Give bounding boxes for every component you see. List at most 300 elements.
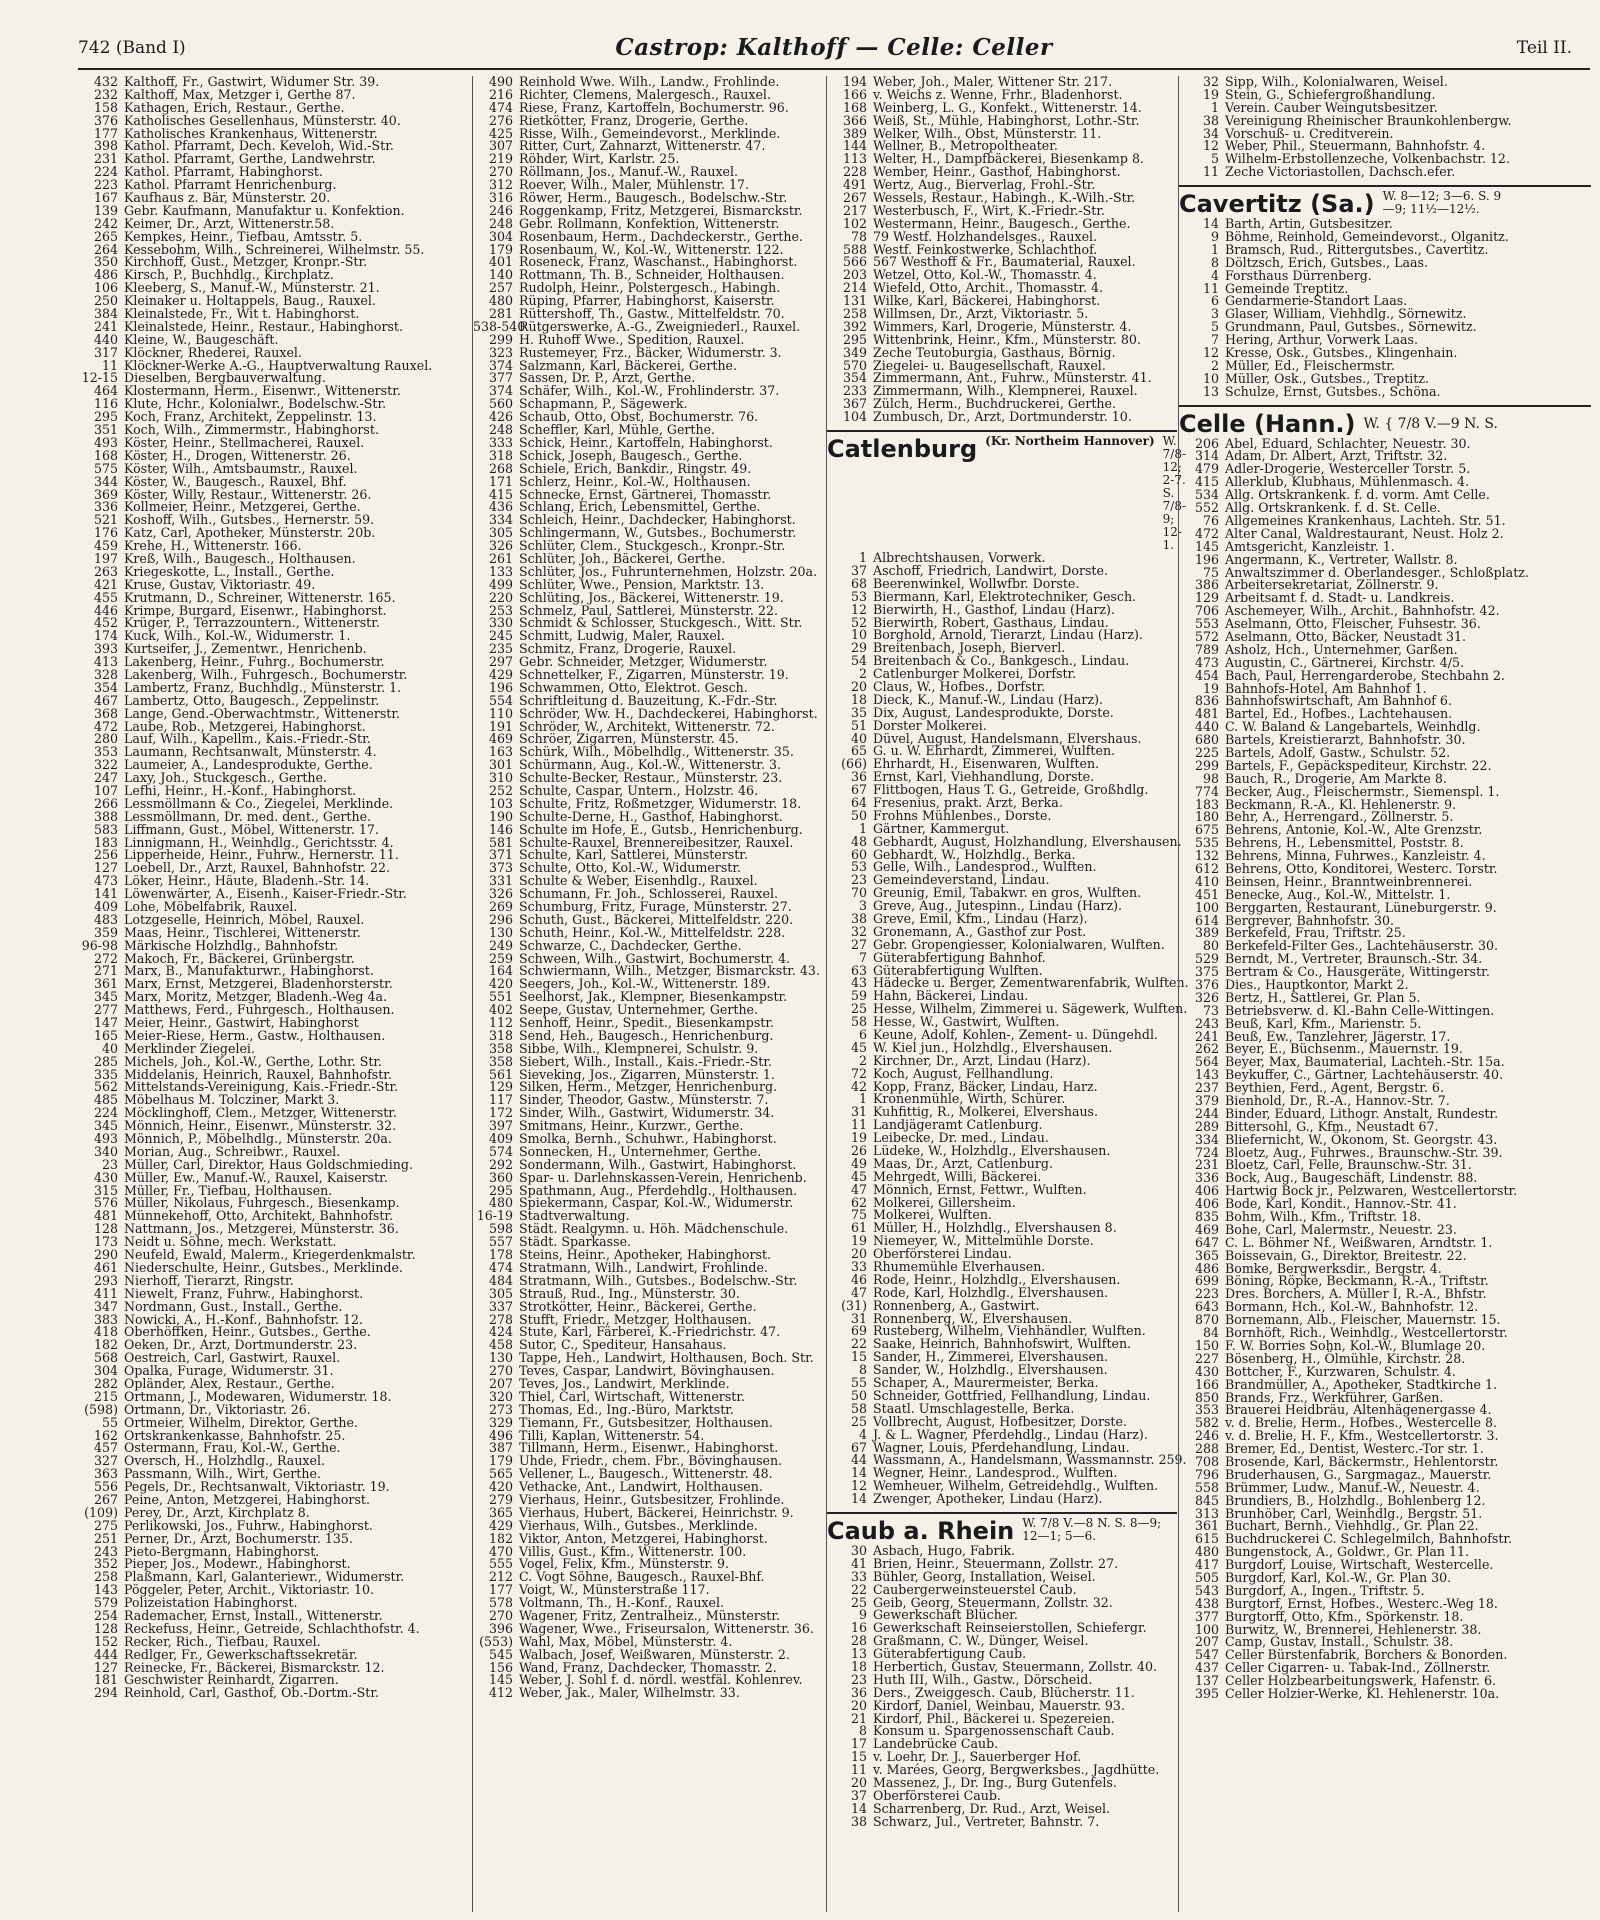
entry-text: Sinder, Wilh., Gastwirt, Widumerstr. 34. (519, 1105, 775, 1121)
phone-number: 143 (93, 1582, 118, 1598)
phone-number: 98 (1202, 770, 1219, 786)
phone-number: 282 (93, 1375, 118, 1391)
phone-number: 675 (1194, 822, 1219, 838)
phone-number: 581 (488, 834, 513, 850)
phone-number: 33 (850, 1568, 867, 1584)
phone-number: 16 (850, 1620, 867, 1636)
phone-number: 386 (1194, 577, 1219, 593)
phone-number: 789 (1194, 641, 1219, 657)
phone-number: 15 (850, 1349, 867, 1365)
phone-number: 387 (488, 1440, 513, 1456)
phone-number: 51 (850, 717, 867, 733)
entry-text: 567 Westhoff & Fr., Baumaterial, Rauxel. (873, 254, 1136, 270)
entry-text: Beuß, Ew., Tanzlehrer, Jägerstr. 17. (1225, 1028, 1451, 1044)
phone-number: 708 (1194, 1453, 1219, 1469)
phone-number: 295 (93, 409, 118, 425)
phone-number: 836 (1194, 693, 1219, 709)
cavertitz-list (1179, 218, 1591, 398)
entry-text: Nordmann, Gust., Install., Gerthe. (124, 1298, 343, 1314)
phone-number: 53 (850, 588, 867, 604)
entry-text: Möcklinghoff, Clem., Metzger, Wittenerstr. (124, 1105, 397, 1121)
phone-number: 353 (93, 744, 118, 760)
entry-text: Kuhfittig, R., Molkerei, Elvershaus. (873, 1104, 1099, 1120)
entry-text: Oberhöffken, Heinr., Gutsbes., Gerthe. (124, 1324, 371, 1340)
phone-number: 366 (842, 112, 867, 128)
entry-text: Sondermann, Wilh., Gastwirt, Habinghorst. (519, 1156, 797, 1172)
entry-text: Mönnich, Ernst, Fettwr., Wulften. (873, 1181, 1087, 1197)
phone-number: 285 (93, 1053, 118, 1069)
phone-number: 553 (1194, 616, 1219, 632)
entry-text: Kalthoff, Max, Metzger i, Gerthe 87. (124, 86, 356, 102)
entry-text: Burgdorf, Louise, Wirtschaft, Westercelle. (1225, 1557, 1494, 1573)
phone-number: 20 (850, 1697, 867, 1713)
entry-text: Sander, W., Holzhdlg., Elvershausen. (873, 1362, 1108, 1378)
entry-text: Klöckner, Rhederei, Rauxel. (124, 344, 302, 360)
phone-number: 45 (850, 1039, 867, 1055)
phone-number: 480 (1194, 1544, 1219, 1560)
phone-number: 351 (93, 422, 118, 438)
entry-text: Liffmann, Gust., Möbel, Wittenerstr. 17. (124, 821, 379, 837)
entry-text: Verein. Cauber Weingutsbesitzer. (1225, 99, 1438, 115)
phone-number: 144 (842, 138, 867, 154)
entry-text: Berkefeld-Filter Ges., Lachtehäuserstr. 30. (1225, 938, 1498, 954)
phone-number: 3 (858, 898, 867, 914)
entry-text: Glaser, William, Viehhdlg., Sörnewitz. (1225, 306, 1467, 322)
entry-text: Kronenmühle, Wirth, Schürer. (873, 1091, 1066, 1107)
page-header (78, 34, 1590, 64)
entry-text: Berggarten, Restaurant, Lüneburgerstr. 9. (1225, 899, 1497, 915)
entry-text: Linnigmann, H., Weinhdlg., Gerichtsstr. 4. (124, 834, 394, 850)
entry-text: Güterabfertigung Wulften. (873, 962, 1043, 978)
phone-number: 480 (488, 1195, 513, 1211)
entry-text: Pöggeler, Peter, Archit., Viktoriastr. 10. (124, 1582, 375, 1598)
entry-text: Röllmann, Jos., Manuf.-W., Rauxel. (519, 164, 739, 180)
phone-number: 35 (850, 704, 867, 720)
entry-text: Albrechtshausen, Vorwerk. (873, 550, 1046, 566)
entry-text: Walbach, Josef, Weißwaren, Münsterstr. 2. (519, 1646, 790, 1662)
entry-text: Lüdeke, W., Holzhdlg., Elvershausen. (873, 1143, 1111, 1159)
phone-number: 574 (488, 1143, 513, 1159)
phone-number: 376 (1194, 977, 1219, 992)
phone-number: 384 (93, 306, 118, 322)
phone-number: 64 (850, 794, 867, 810)
entry-text: Roseneck, Franz, Waschanst., Habinghorst. (519, 254, 798, 270)
phone-number: 168 (93, 447, 118, 463)
entry-text: Reinecke, Fr., Bäckerei, Bismarckstr. 12. (124, 1659, 385, 1675)
entry-text: Schäfer, Wilh., Kol.-W., Frohlinderstr. 37. (519, 383, 780, 399)
phone-number: 18 (850, 1658, 867, 1674)
entry-text: Katholisches Krankenhaus, Wittenerstr. (124, 125, 378, 141)
phone-number: 2 (858, 666, 867, 682)
entry-text: Rode, Karl, Holzhdlg., Elvershausen. (873, 1284, 1109, 1300)
entry-text: Böhme, Reinhold, Gemeindevorst., Olganitz. (1225, 229, 1509, 245)
entry-text: Niederschulte, Heinr., Gutsbes., Merklinde. (124, 1259, 403, 1275)
entry-text: Buchdruckerei C. Schlegelmilch, Bahnhofstr. (1225, 1531, 1513, 1547)
entry-text: Schlüter, Joh., Bäckerei, Gerthe. (519, 550, 726, 566)
entry-text: Nowicki, A., H.-Konf., Bahnhofstr. 12. (124, 1311, 363, 1327)
entry-text: Send, Heh., Baugesch., Henrichenburg. (519, 1027, 774, 1043)
phone-number: 4 (1210, 267, 1219, 283)
phone-number: 326 (488, 886, 513, 902)
entry-text: Katz, Carl, Apotheker, Münsterstr. 20b. (124, 525, 376, 541)
phone-number: 421 (93, 576, 118, 592)
phone-number: 112 (488, 1015, 513, 1031)
phone-number: 379 (1194, 1093, 1219, 1109)
phone-number: 472 (1194, 525, 1219, 541)
phone-number: 38 (850, 1813, 867, 1829)
entry-text: Rüttershoff, Th., Gastw., Mittelfeldstr. 70. (519, 306, 785, 322)
phone-number: 203 (842, 267, 867, 283)
entry-text: Huth III, Wilh., Gastw., Dörscheid. (873, 1671, 1093, 1687)
phone-number: 183 (93, 834, 118, 850)
entry-text: Köster, W., Baugesch., Rauxel, Bhf. (124, 473, 347, 489)
phone-number: 565 (488, 1466, 513, 1482)
phone-number: 295 (842, 331, 867, 347)
phone-number: 558 (1194, 1479, 1219, 1495)
entry-text: Stadtverwaltung. (519, 1208, 630, 1224)
entry-text: Schnettelker, F., Zigarren, Münsterstr. 19. (519, 666, 789, 682)
phone-number: 19 (1202, 86, 1219, 102)
phone-number: 269 (488, 899, 513, 914)
phone-number: 469 (1194, 1221, 1219, 1237)
phone-number: 337 (488, 1298, 513, 1314)
entry-text: Schürmann, Aug., Kol.-W., Wittenerstr. 3. (519, 757, 781, 773)
phone-number: 141 (93, 886, 118, 902)
entry-text: Amtsgericht, Kanzleistr. 1. (1225, 538, 1395, 554)
entry-text: Bremer, Ed., Dentist, Westerc.-Tor str. 1. (1225, 1441, 1484, 1457)
phone-number: 323 (488, 344, 513, 360)
phone-number: 52 (850, 614, 867, 630)
entry-text: Bartel, Ed., Hofbes., Lachtehausen. (1225, 706, 1453, 722)
entry-text: Kirchhoff, Gust., Metzger, Kronpr.-Str. (124, 254, 368, 270)
entry-text: Passmann, Wilh., Wirt, Gerthe. (124, 1466, 321, 1482)
entry-text: Wember, Heinr., Gasthof, Habinghorst. (873, 164, 1121, 180)
entry-text: Plaßmann, Karl, Galanteriewr., Widumerstr. (124, 1569, 405, 1585)
phone-number: 12 (1202, 138, 1219, 154)
entry-text: Westerbusch, F., Wirt, K.-Friedr.-Str. (873, 202, 1105, 218)
phone-number: 359 (93, 924, 118, 940)
entry-text: Oeken, Dr., Arzt, Dortmunderstr. 23. (124, 1337, 358, 1353)
entry-text: Marx, Ernst, Metzgerei, Bladenhorsterstr. (124, 976, 393, 992)
entry-text: Müller, H., Holzhdlg., Elvershausen 8. (873, 1220, 1117, 1236)
entry-text: Neufeld, Ewald, Malerm., Kriegerdenkmalstr. (124, 1247, 416, 1263)
entry-text: Schulte, Fritz, Roßmetzger, Widumerstr. 18. (519, 795, 802, 811)
phone-number: 296 (488, 911, 513, 927)
entry-text: Nattmann, Jos., Metzgerei, Münsterstr. 36. (124, 1221, 399, 1237)
phone-number: 267 (842, 190, 867, 206)
section-header-caub (827, 1512, 1177, 1545)
phone-number: 647 (1194, 1234, 1219, 1250)
entry-text: Opalka, Furage, Widumerstr. 31. (124, 1363, 334, 1379)
phone-number: 699 (1194, 1273, 1219, 1289)
phone-number: 294 (93, 1685, 118, 1701)
entry-text: Schlingermann, W., Gutsbes., Bochumerstr. (519, 525, 797, 541)
section-header-catlenburg (827, 430, 1187, 553)
phone-number: 216 (488, 86, 513, 102)
phone-number: 16-19 (476, 1208, 513, 1224)
section-header-cavertitz (1179, 185, 1591, 218)
entry-text: Caubergerweinsteuerstel Caub. (873, 1581, 1077, 1597)
entry-text: Sonnecken, H., Unternehmer, Gerthe. (519, 1143, 762, 1159)
entry-text: Schriftleitung d. Bauzeitung, K.-Fdr.-Str. (519, 692, 778, 708)
entry-text: Lambertz, Franz, Buchhdlg., Münsterstr. 1. (124, 679, 402, 695)
phone-number: 499 (488, 576, 513, 592)
phone-number: 295 (488, 1182, 513, 1198)
phone-number: 268 (488, 460, 513, 476)
entry-text: Willmsen, Dr., Arzt, Viktoriastr. 5. (873, 306, 1089, 322)
entry-text: Peine, Anton, Metzgerei, Habinghorst. (124, 1491, 370, 1507)
entry-text: Schlüter, Wwe., Pension, Marktstr. 13. (519, 576, 765, 592)
entry-text: 79 Westf. Holzhandelsges., Rauxel. (873, 228, 1098, 244)
entry-text: Matthews, Ferd., Fuhrgesch., Holthausen. (124, 1002, 395, 1018)
entry-text: Keimer, Dr., Arzt, Wittenerstr.58. (124, 215, 335, 231)
entry-text: Dorster Molkerei. (873, 717, 987, 733)
phone-number: 444 (93, 1646, 118, 1662)
phone-number: 374 (488, 357, 513, 373)
entry-text: Kleinaker u. Holtappels, Baug., Rauxel. (124, 293, 376, 309)
entry-text: Sassen, Dr. P., Arzt, Gerthe. (519, 370, 696, 386)
phone-number: 354 (842, 370, 867, 386)
phone-number: 261 (488, 550, 513, 566)
entry-text: Polizeistation Habinghorst. (124, 1595, 298, 1611)
entry-text: Schulze, Ernst, Gutsbes., Schöna. (1225, 383, 1441, 399)
entry-text: Ritter, Curt, Zahnarzt, Wittenerstr. 47. (519, 138, 766, 154)
entry-text: Koch, August, Fellhandlung. (873, 1065, 1054, 1081)
phone-number: 406 (1194, 1183, 1219, 1199)
entry-text: Krutmann, D., Schreiner, Wittenerstr. 165. (124, 589, 396, 605)
phone-number: 11 (1202, 280, 1219, 296)
phone-number: 335 (93, 1066, 118, 1082)
entry-text: Grundmann, Paul, Gutsbes., Sörnewitz. (1225, 319, 1477, 335)
phone-number: 273 (488, 1401, 513, 1417)
entry-text: Böning, Röpke, Beckmann, R.-A., Triftstr. (1225, 1273, 1489, 1289)
phone-number: 252 (488, 782, 513, 798)
phone-number: 1 (1210, 99, 1219, 115)
entry-text: Celler Holzbearbeitungswerk, Hafenstr. 6. (1225, 1673, 1497, 1689)
entry-text: Rosenbaum, W., Kol.-W., Wittenerstr. 122. (519, 241, 784, 257)
entry-text: Wemheuer, Wilhelm, Getreidehdlg., Wulften. (873, 1478, 1159, 1494)
entry-text: Brauerei Heidbräu, Altenhägenergasse 4. (1225, 1402, 1492, 1418)
entry-text: Silken, Herm., Metzger, Henrichenburg. (519, 1079, 778, 1095)
entry-text: Kuck, Wilh., Kol.-W., Widumerstr. 1. (124, 628, 351, 644)
entry-text: Brands, Frz., Werkführer, Garßen. (1225, 1389, 1444, 1405)
phone-number: 47 (850, 1284, 867, 1300)
entry-text: Schapmann, P., Sägewerk. (519, 396, 688, 412)
entry-text: Landjägeramt Catlenburg. (873, 1117, 1043, 1133)
entry-text: Vethacke, Ant., Landwirt, Holthausen. (519, 1479, 763, 1495)
phone-number: 430 (93, 1169, 118, 1185)
phone-number: 29 (850, 640, 867, 656)
directory-entry (78, 1687, 470, 1700)
office-hours: W. 8—12; 3—6. S. 9—9; 11½—12½. (1382, 189, 1502, 217)
entry-text: Landebrücke Caub. (873, 1736, 999, 1752)
directory-entry (827, 1813, 1177, 1829)
entry-text: Hesse, W., Gastwirt, Wulften. (873, 1014, 1060, 1030)
phone-number: 182 (488, 1530, 513, 1546)
phone-number: 40 (850, 730, 867, 746)
phone-number: 67 (850, 782, 867, 798)
phone-number: 545 (488, 1646, 513, 1662)
entry-text: Bornhöft, Rich., Weinhdlg., Westcellertorstr. (1225, 1325, 1508, 1341)
phone-number: 452 (93, 615, 118, 631)
phone-number: 277 (93, 1002, 118, 1018)
phone-number: 455 (93, 589, 118, 605)
entry-text: Schick, Joseph, Baugesch., Gerthe. (519, 447, 743, 463)
phone-number: 58 (850, 1400, 867, 1416)
entry-text: Ernst, Karl, Viehhandlung, Dorste. (873, 769, 1095, 785)
entry-text: Wagener, Fritz, Zentralheiz., Münsterstr. (519, 1607, 781, 1623)
phone-number: 242 (93, 215, 118, 231)
phone-number: 347 (93, 1298, 118, 1314)
phone-number: 365 (1194, 1247, 1219, 1263)
entry-text: Schröder, W., Architekt, Wittenerstr. 72. (519, 718, 775, 734)
phone-number: 365 (488, 1504, 513, 1520)
phone-number: 554 (488, 692, 513, 708)
entry-text: Lohe, Möbelfabrik, Rauxel. (124, 899, 298, 914)
entry-text: Mittelstands-Vereinigung, Kais.-Friedr.-Str. (124, 1079, 399, 1095)
phone-number: 413 (93, 654, 118, 670)
entry-text: Gewerkschaft Reinseierstollen, Schiefergr. (873, 1620, 1147, 1636)
entry-text: Kriegeskotte, L., Install., Gerthe. (124, 563, 335, 579)
entry-text: Bomke, Bergwerksdir., Bergstr. 4. (1225, 1260, 1442, 1276)
phone-number: 538-540 (473, 318, 526, 334)
entry-text: Hering, Arthur, Vorwerk Laas. (1225, 332, 1418, 348)
entry-text: Bramsch, Rud., Rittergutsbes., Cavertitz. (1225, 241, 1489, 257)
phone-number: 27 (850, 936, 867, 952)
entry-text: Weber, Joh., Maler, Wittener Str. 217. (873, 74, 1113, 89)
entry-text: Smolka, Bernh., Schuhwr., Habinghorst. (519, 1131, 777, 1147)
phone-number: 578 (488, 1595, 513, 1611)
phone-number: 130 (488, 924, 513, 940)
directory-entry (1179, 383, 1591, 399)
phone-number: 412 (488, 1685, 513, 1701)
phone-number: 304 (488, 228, 513, 244)
entry-text: Berndt, M., Vertreter, Braunsch.-Str. 34. (1225, 951, 1483, 967)
entry-text: Laxy, Joh., Stuckgesch., Gerthe. (124, 770, 327, 786)
entry-text: Schlüter, Clem., Stuckgesch., Kronpr.-Str. (519, 538, 786, 554)
entry-text: Breitenbach & Co., Bankgesch., Lindau. (873, 653, 1130, 669)
entry-text: Städt. Sparkasse. (519, 1234, 632, 1250)
phone-number: 248 (488, 422, 513, 438)
entry-text: Lakenberg, Wilh., Fuhrgesch., Bochumerstr. (124, 666, 408, 682)
phone-number: 23 (850, 1671, 867, 1687)
entry-text: Buchart, Bernh., Viehhdlg., Gr. Plan 22. (1225, 1518, 1479, 1534)
entry-text: Rietkötter, Franz, Drogerie, Gerthe. (519, 112, 749, 128)
phone-number: 534 (1194, 487, 1219, 503)
entry-text: Rosenbaum, Herm., Dachdeckerstr., Gerthe. (519, 228, 803, 244)
phone-number: 253 (488, 602, 513, 618)
entry-text: Frohns Mühlenbes., Dorste. (873, 807, 1052, 823)
phone-number: 473 (1194, 654, 1219, 670)
phone-number: 560 (488, 396, 513, 412)
phone-number: 774 (1194, 783, 1219, 799)
entry-text: Bartels, Adolf, Gastw., Schulstr. 52. (1225, 744, 1451, 760)
phone-number: 49 (850, 1155, 867, 1171)
entry-text: Riese, Franz, Kartoffeln, Bochumerstr. 96. (519, 99, 789, 115)
entry-text: Bühler, Georg, Installation, Weisel. (873, 1568, 1096, 1584)
phone-number: 496 (488, 1427, 513, 1443)
entry-text: Perner, Dr., Arzt, Bochumerstr. 135. (124, 1530, 353, 1546)
entry-text: Forsthaus Dürrenberg. (1225, 267, 1372, 283)
phone-number: 219 (488, 151, 513, 167)
phone-number: 430 (1194, 1363, 1219, 1379)
entry-text: Alter Canal, Waldrestaurant, Neust. Holz 2. (1225, 525, 1504, 541)
phone-number: 44 (850, 1452, 867, 1468)
entry-text: Recker, Rich., Tiefbau, Rauxel. (124, 1633, 321, 1649)
entry-text: Gärtner, Kammergut. (873, 820, 1010, 836)
entry-text: Ortskrankenkasse, Bahnhofstr. 25. (124, 1427, 346, 1443)
phone-number: 46 (850, 1271, 867, 1287)
phone-number: 576 (93, 1195, 118, 1211)
phone-number: 396 (488, 1620, 513, 1636)
entry-text: Laumann, Rechtsanwalt, Münsterstr. 4. (124, 744, 377, 760)
directory-entry (1179, 1685, 1591, 1701)
entry-text: H. Ruhoff Wwe., Spedition, Rauxel. (519, 331, 745, 347)
phone-number: 555 (488, 1556, 513, 1572)
phone-number: 235 (488, 641, 513, 657)
phone-number: 363 (93, 1466, 118, 1482)
entry-text: Teves, Jos., Landwirt, Merklinde. (519, 1375, 730, 1391)
entry-text: Sander, H., Zimmerei, Elvershausen. (873, 1349, 1109, 1365)
phone-number: 58 (850, 1014, 867, 1030)
entry-text: Molkerei, Wulften. (873, 1207, 992, 1223)
office-hours: W. { 7/8 V.—9 N. S. (1363, 415, 1498, 432)
entry-text: Müller, Nikolaus, Fuhrgesch., Biesenkamp. (124, 1195, 400, 1211)
phone-number: 582 (1194, 1415, 1219, 1431)
entry-text: Gebr. Kaufmann, Manufaktur u. Konfektion. (124, 202, 405, 218)
entry-text: Beyer, E., Büchsenm., Mauernstr. 19. (1225, 1041, 1463, 1057)
entry-text: Bertram & Co., Hausgeräte, Wittingerstr. (1225, 964, 1490, 980)
entry-text: Stein, G., Schiefergroßhandlung. (1225, 86, 1436, 102)
phone-number: 317 (93, 344, 118, 360)
entry-text: Wittenbrink, Heinr., Kfm., Münsterstr. 80. (873, 331, 1141, 347)
entry-text: Lessmöllmann & Co., Ziegelei, Merklinde. (124, 795, 394, 811)
phone-number: 270 (488, 1607, 513, 1623)
entry-text: Burgtorff, Otto, Kfm., Spörkenstr. 18. (1225, 1608, 1464, 1624)
entry-text: Gemeinde Treptitz. (1225, 280, 1349, 296)
phone-number: 411 (93, 1285, 118, 1301)
phone-number: 345 (93, 1118, 118, 1134)
entry-text: Kreß, Wilh., Baugesch., Holthausen. (124, 550, 356, 566)
phone-number: 177 (93, 125, 118, 141)
entry-text: Wilhelm-Erbstollenzeche, Volkenbachstr. 12. (1225, 151, 1510, 167)
phone-number: 65 (850, 743, 867, 759)
entry-text: Bartels, Kreistierarzt, Bahnhofstr. 30. (1225, 732, 1466, 748)
entry-text: Molkerei, Gillersheim. (873, 1194, 1016, 1210)
entry-text: Rütgerswerke, A.-G., Zweigniederl., Rauxel. (519, 318, 801, 334)
entry-text: Celler Bürstenfabrik, Borchers & Bonorden. (1225, 1647, 1508, 1663)
phone-number: 102 (842, 215, 867, 231)
phone-number: 369 (93, 486, 118, 502)
phone-number: 483 (93, 911, 118, 927)
entry-text: Mehrgedt, Willi, Bäckerei. (873, 1168, 1042, 1184)
phone-number: 243 (1194, 1015, 1219, 1031)
entry-text: Westermann, Heinr., Baugesch., Gerthe. (873, 215, 1131, 231)
entry-text: Rustemeyer, Frz., Bäcker, Widumerstr. 3. (519, 344, 782, 360)
phone-number: 150 (1194, 1337, 1219, 1353)
entry-text: Löwenwärter, A., Eisenh., Kaiser-Friedr.-Str. (124, 886, 407, 902)
phone-number: 535 (1194, 835, 1219, 851)
phone-number: 505 (1194, 1569, 1219, 1585)
phone-number: 383 (93, 1311, 118, 1327)
phone-number: 329 (488, 1414, 513, 1430)
entry-text: Kleine, W., Baugeschäft. (124, 331, 279, 347)
entry-text: Bock, Aug., Baugeschäft, Lindenstr. 88. (1225, 1170, 1478, 1186)
entry-text: Schlang, Erich, Lebensmittel, Gerthe. (519, 499, 761, 515)
phone-number: (598) (84, 1401, 118, 1417)
entry-text: G. u. W. Ehrhardt, Zimmerei, Wulften. (873, 743, 1116, 759)
entry-text: Becker, Aug., Fleischermstr., Siemenspl. 1. (1225, 783, 1500, 799)
